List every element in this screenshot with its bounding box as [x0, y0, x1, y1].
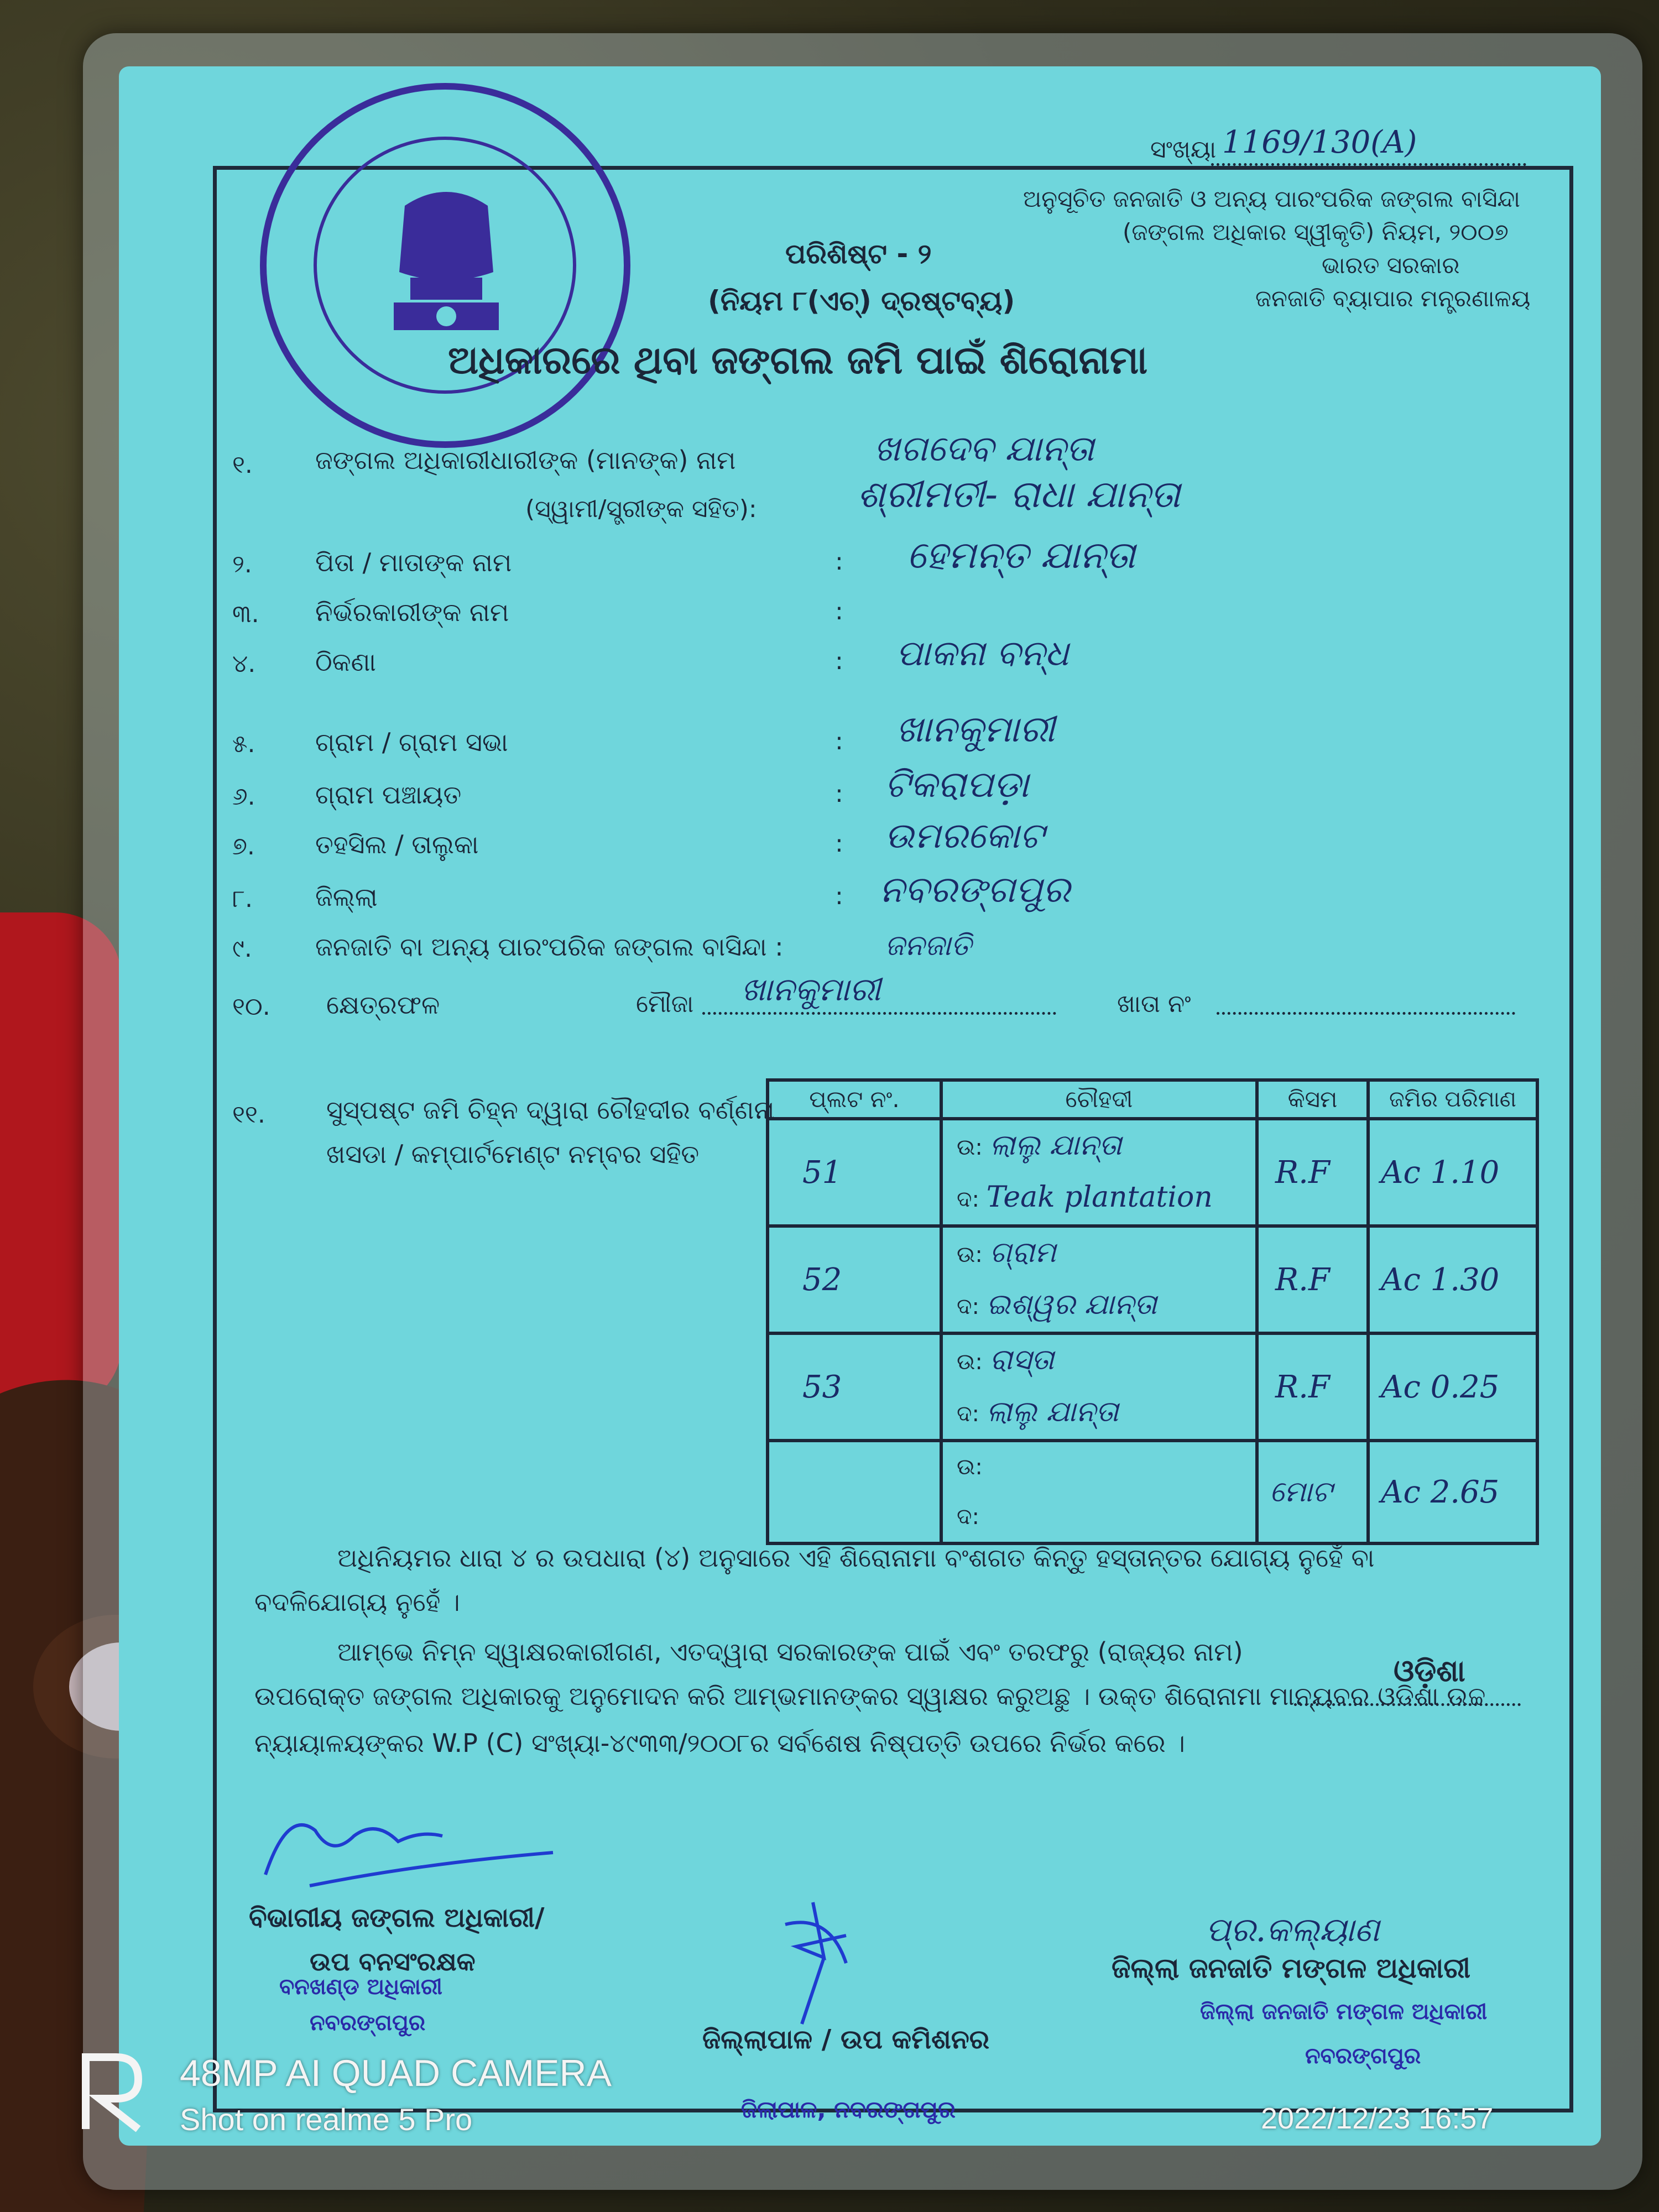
right-sign-title: ଜିଲ୍ଲା ଜନଜାତି ମଙ୍ଗଳ ଅଧିକାରୀ — [1112, 1952, 1471, 1984]
datetime-watermark: 2022/12/23 16:57 — [1261, 2102, 1494, 2135]
mouza-dotted-line — [702, 1012, 1056, 1015]
document-title: ଅଧିକାରରେ ଥିବା ଜଙ୍ଗଲ ଜମି ପାଇଁ ଶିରୋନାମା — [448, 337, 1148, 383]
boundary-cell — [941, 1226, 1257, 1333]
field-value: ନବରଙ୍ଗପୁର — [879, 868, 1071, 911]
right-handwritten-sign: ପ୍ର.କଲ୍ୟାଣ — [1206, 1911, 1380, 1949]
total-label: ମୋଟ — [1257, 1441, 1368, 1543]
field-value: ଖଗଦେବ ଯାନ୍ତା — [874, 429, 1094, 469]
south-prefix: ଦ: — [957, 1504, 979, 1530]
field-num: ୮. — [232, 885, 253, 913]
field-num: ୧. — [232, 451, 253, 479]
left-sign-title2: ଉପ ବନସଂରକ୍ଷକ — [310, 1947, 476, 1976]
south-prefix: ଦ: — [957, 1187, 979, 1212]
plot-number: 53 — [768, 1333, 941, 1441]
boundary-cell — [941, 1441, 1257, 1543]
para2-line2: ଉପରୋକ୍ତ ଜଙ୍ଗଲ ଅଧିକାରକୁ ଅନୁମୋଦନ କରି ଆମ୍ଭମାନଙ୍କର ସ୍ୱାକ୍ଷର କରୁଅଛୁ । ଉକ୍ତ ଶିରୋନାମା ମାନ୍ୟବର ଓଡିଶା ଉଚ୍ଚ — [254, 1681, 1486, 1711]
field-value: ଶ୍ରୀମତୀ- ରାଧା ଯାନ୍ତା — [857, 473, 1181, 517]
kisam-cell: R.F — [1257, 1333, 1368, 1441]
boundary-label-line2: ଖସଡା / କମ୍ପାର୍ଟମେଣ୍ଟ ନମ୍ବର ସହିତ — [326, 1139, 700, 1169]
plot-number: 51 — [768, 1119, 941, 1226]
field-num: ୪. — [232, 650, 256, 678]
annex-label: ପରିଶିଷ୍ଟ - ୨ — [785, 238, 932, 270]
ashoka-emblem-icon — [372, 184, 521, 349]
field-colon: : — [835, 882, 843, 910]
table-header-row — [768, 1080, 1537, 1119]
left-stamp-line2: ନବରଙ୍ଗପୁର — [310, 2010, 426, 2036]
field-value: ଉମରକୋଟ — [885, 816, 1044, 857]
right-stamp-line2: ନବରଙ୍ଗପୁର — [1305, 2043, 1421, 2069]
south-value: ଲାଲୁ ଯାନ୍ତା — [986, 1395, 1119, 1428]
right-stamp-line1: ଜିଲ୍ଲା ଜନଜାତି ମଙ୍ଗଳ ଅଧିକାରୀ — [1200, 1999, 1488, 2025]
state-name: ଓଡ଼ିଶା — [1394, 1653, 1465, 1688]
field-label: ନିର୍ଭରକାରୀଙ୍କ ନାମ — [315, 597, 509, 627]
khata-dotted-line — [1217, 1012, 1515, 1015]
mouza-value: ଖାନକୁମାରୀ — [741, 971, 881, 1008]
total-area: Ac 2.65 — [1368, 1441, 1537, 1543]
field-value: ଟିକରାପଡ଼ା — [885, 763, 1029, 806]
boundary-num: ୧୧. — [232, 1100, 265, 1129]
north-prefix: ଉ: — [957, 1135, 983, 1160]
govt-label: ଭାରତ ସରକାର — [1322, 252, 1460, 279]
north-prefix: ଉ: — [957, 1242, 983, 1267]
table-row-total — [768, 1441, 1537, 1543]
mouza-label: ମୌଜା — [636, 990, 694, 1018]
center-sign-title: ଜିଲ୍ଲାପାଳ / ଉପ କମିଶନର — [702, 2024, 990, 2055]
field-colon: : — [835, 547, 843, 576]
header-plot: ପ୍ଲଟ ନଂ. — [768, 1080, 941, 1119]
area-cell: Ac 1.30 — [1368, 1226, 1537, 1333]
field-colon: : — [835, 647, 843, 675]
north-prefix: ଉ: — [957, 1349, 983, 1375]
para1-line2: ବଦଳିଯୋଗ୍ୟ ନୁହେଁ । — [254, 1587, 460, 1617]
table-row — [768, 1226, 1537, 1333]
number-label: ସଂଖ୍ୟା — [1150, 135, 1217, 164]
boundary-cell — [941, 1119, 1257, 1226]
plot-number: 52 — [768, 1226, 941, 1333]
khata-label: ଖାତା ନଂ — [1117, 990, 1191, 1018]
field-num: ୯. — [232, 935, 252, 963]
field-value: ଖାନକୁମାରୀ — [896, 708, 1055, 750]
area-label: କ୍ଷେତ୍ରଫଳ — [326, 990, 440, 1020]
north-prefix: ଉ: — [957, 1454, 983, 1480]
field-label: ପିତା / ମାତାଙ୍କ ନାମ — [315, 547, 512, 577]
para1-line1: ଅଧିନିୟମର ଧାରା ୪ ର ଉପଧାରା (୪) ଅନୁସାରେ ଏହି ଶିରୋନାମା ବଂଶଗତ କିନ୍ତୁ ହସ୍ତାନ୍ତର ଯୋଗ୍ୟ ନୁହେଁ ବା — [337, 1543, 1375, 1573]
ministry-label: ଜନଜାତି ବ୍ୟାପାର ମନ୍ତ୍ରଣାଳୟ — [1255, 285, 1531, 312]
boundary-table — [766, 1078, 1539, 1545]
field-colon: : — [835, 597, 843, 625]
field-label: ଜନଜାତି ବା ଅନ୍ୟ ପାରଂପରିକ ଜଙ୍ଗଲ ବାସିନ୍ଦା : — [315, 932, 784, 962]
area-cell: Ac 0.25 — [1368, 1333, 1537, 1441]
left-sign-title1: ବିଭାଗୀୟ ଜଙ୍ଗଲ ଅଧିକାରୀ/ — [249, 1902, 545, 1933]
government-seal — [260, 83, 630, 448]
kisam-cell: R.F — [1257, 1119, 1368, 1226]
act-line-2: (ଜଙ୍ଗଲ ଅଧିକାର ସ୍ୱୀକୃତି) ନିୟମ, ୨୦୦୭ — [1123, 218, 1509, 246]
table-row — [768, 1119, 1537, 1226]
rule-label: (ନିୟମ ୮(ଏଚ୍) ଦ୍ରଷ୍ଟବ୍ୟ) — [708, 285, 1015, 317]
field-colon: : — [835, 780, 843, 808]
shot-on-watermark: Shot on realme 5 Pro — [180, 2102, 473, 2137]
header-kisam: କିସମ — [1257, 1080, 1368, 1119]
field-num: ୩. — [232, 600, 259, 628]
area-cell: Ac 1.10 — [1368, 1119, 1537, 1226]
signature-center — [763, 1891, 874, 2035]
south-value: Teak plantation — [986, 1181, 1213, 1214]
north-value: ଲାଲୁ ଯାନ୍ତା — [989, 1129, 1122, 1162]
south-value: ଇଶ୍ୱର ଯାନ୍ତା — [986, 1288, 1157, 1321]
field-value: ଜନଜାତି — [885, 929, 972, 962]
field-num: ୭. — [232, 832, 255, 860]
field-value: ହେମନ୍ତ ଯାନ୍ତା — [907, 534, 1135, 577]
south-prefix: ଦ: — [957, 1294, 979, 1319]
field-label: ଗ୍ରାମ / ଗ୍ରାମ ସଭା — [315, 727, 508, 757]
table-row — [768, 1333, 1537, 1441]
field-value: ପାକନା ବନ୍ଧ — [896, 633, 1069, 674]
field-label: ଜିଲ୍ଲା — [315, 882, 378, 912]
header-boundary: ଚୌହଦୀ — [941, 1080, 1257, 1119]
left-stamp-line1: ବନଖଣ୍ଡ ଅଧିକାରୀ — [279, 1974, 442, 2000]
field-label: ଠିକଣା — [315, 647, 376, 677]
camera-watermark: 48MP AI QUAD CAMERA — [180, 2052, 612, 2094]
boundary-label-line1: ସୁସ୍ପଷ୍ଟ ଜମି ଚିହ୍ନ ଦ୍ୱାରା ଚୌହଦୀର ବର୍ଣ୍ଣନା — [326, 1095, 775, 1125]
field-label: ଜଙ୍ଗଲ ଅଧିକାରୀଧାରୀଙ୍କ (ମାନଙ୍କ) ନାମ — [315, 445, 736, 475]
field-label: ତହସିଲ / ତାଲୁକା — [315, 830, 479, 859]
act-line-1: ଅନୁସୂଚିତ ଜନଜାତି ଓ ଅନ୍ୟ ପାରଂପରିକ ଜଙ୍ଗଲ ବାସିନ୍ଦା — [1023, 185, 1520, 212]
number-value: 1169/130(A) — [1222, 124, 1417, 160]
para2-line3: ନ୍ୟାୟାଳୟଙ୍କର W.P (C) ସଂଖ୍ୟା-୪୯୩୩/୨୦୦୮ର ସର୍ବଶେଷ ନିଷ୍ପତ୍ତି ଉପରେ ନିର୍ଭର କରେ । — [254, 1728, 1185, 1758]
boundary-cell — [941, 1333, 1257, 1441]
number-dotted-line — [1211, 163, 1526, 166]
para2-line1: ଆମ୍ଭେ ନିମ୍ନ ସ୍ୱାକ୍ଷରକାରୀଗଣ, ଏତଦ୍ୱାରା ସରକାରଙ୍କ ପାଇଁ ଏବଂ ତରଫରୁ (ରାଜ୍ୟର ନାମ) — [337, 1637, 1243, 1667]
signature-left — [254, 1797, 575, 1897]
field-colon: : — [835, 830, 843, 858]
north-value: ରାସ୍ତା — [989, 1343, 1055, 1376]
area-num: ୧୦. — [232, 993, 270, 1021]
field-num: ୨. — [232, 550, 252, 578]
center-stamp: ଜିଲାପାଳ, ନବରଙ୍ଗପୁର — [741, 2096, 956, 2123]
kisam-cell: R.F — [1257, 1226, 1368, 1333]
field-colon: : — [835, 727, 843, 755]
field-label: (ସ୍ୱାମୀ/ସ୍ତ୍ରୀଙ୍କ ସହିତ): — [525, 495, 757, 523]
north-value: ଗ୍ରାମ — [989, 1236, 1056, 1269]
south-prefix: ଦ: — [957, 1401, 979, 1427]
header-area: ଜମିର ପରିମାଣ — [1368, 1080, 1537, 1119]
field-label: ଗ୍ରାମ ପଞ୍ଚାୟତ — [315, 780, 462, 810]
plot-number — [768, 1441, 941, 1543]
field-num: ୫. — [232, 730, 255, 758]
field-num: ୬. — [232, 782, 255, 811]
realme-logo-icon — [77, 2046, 149, 2135]
